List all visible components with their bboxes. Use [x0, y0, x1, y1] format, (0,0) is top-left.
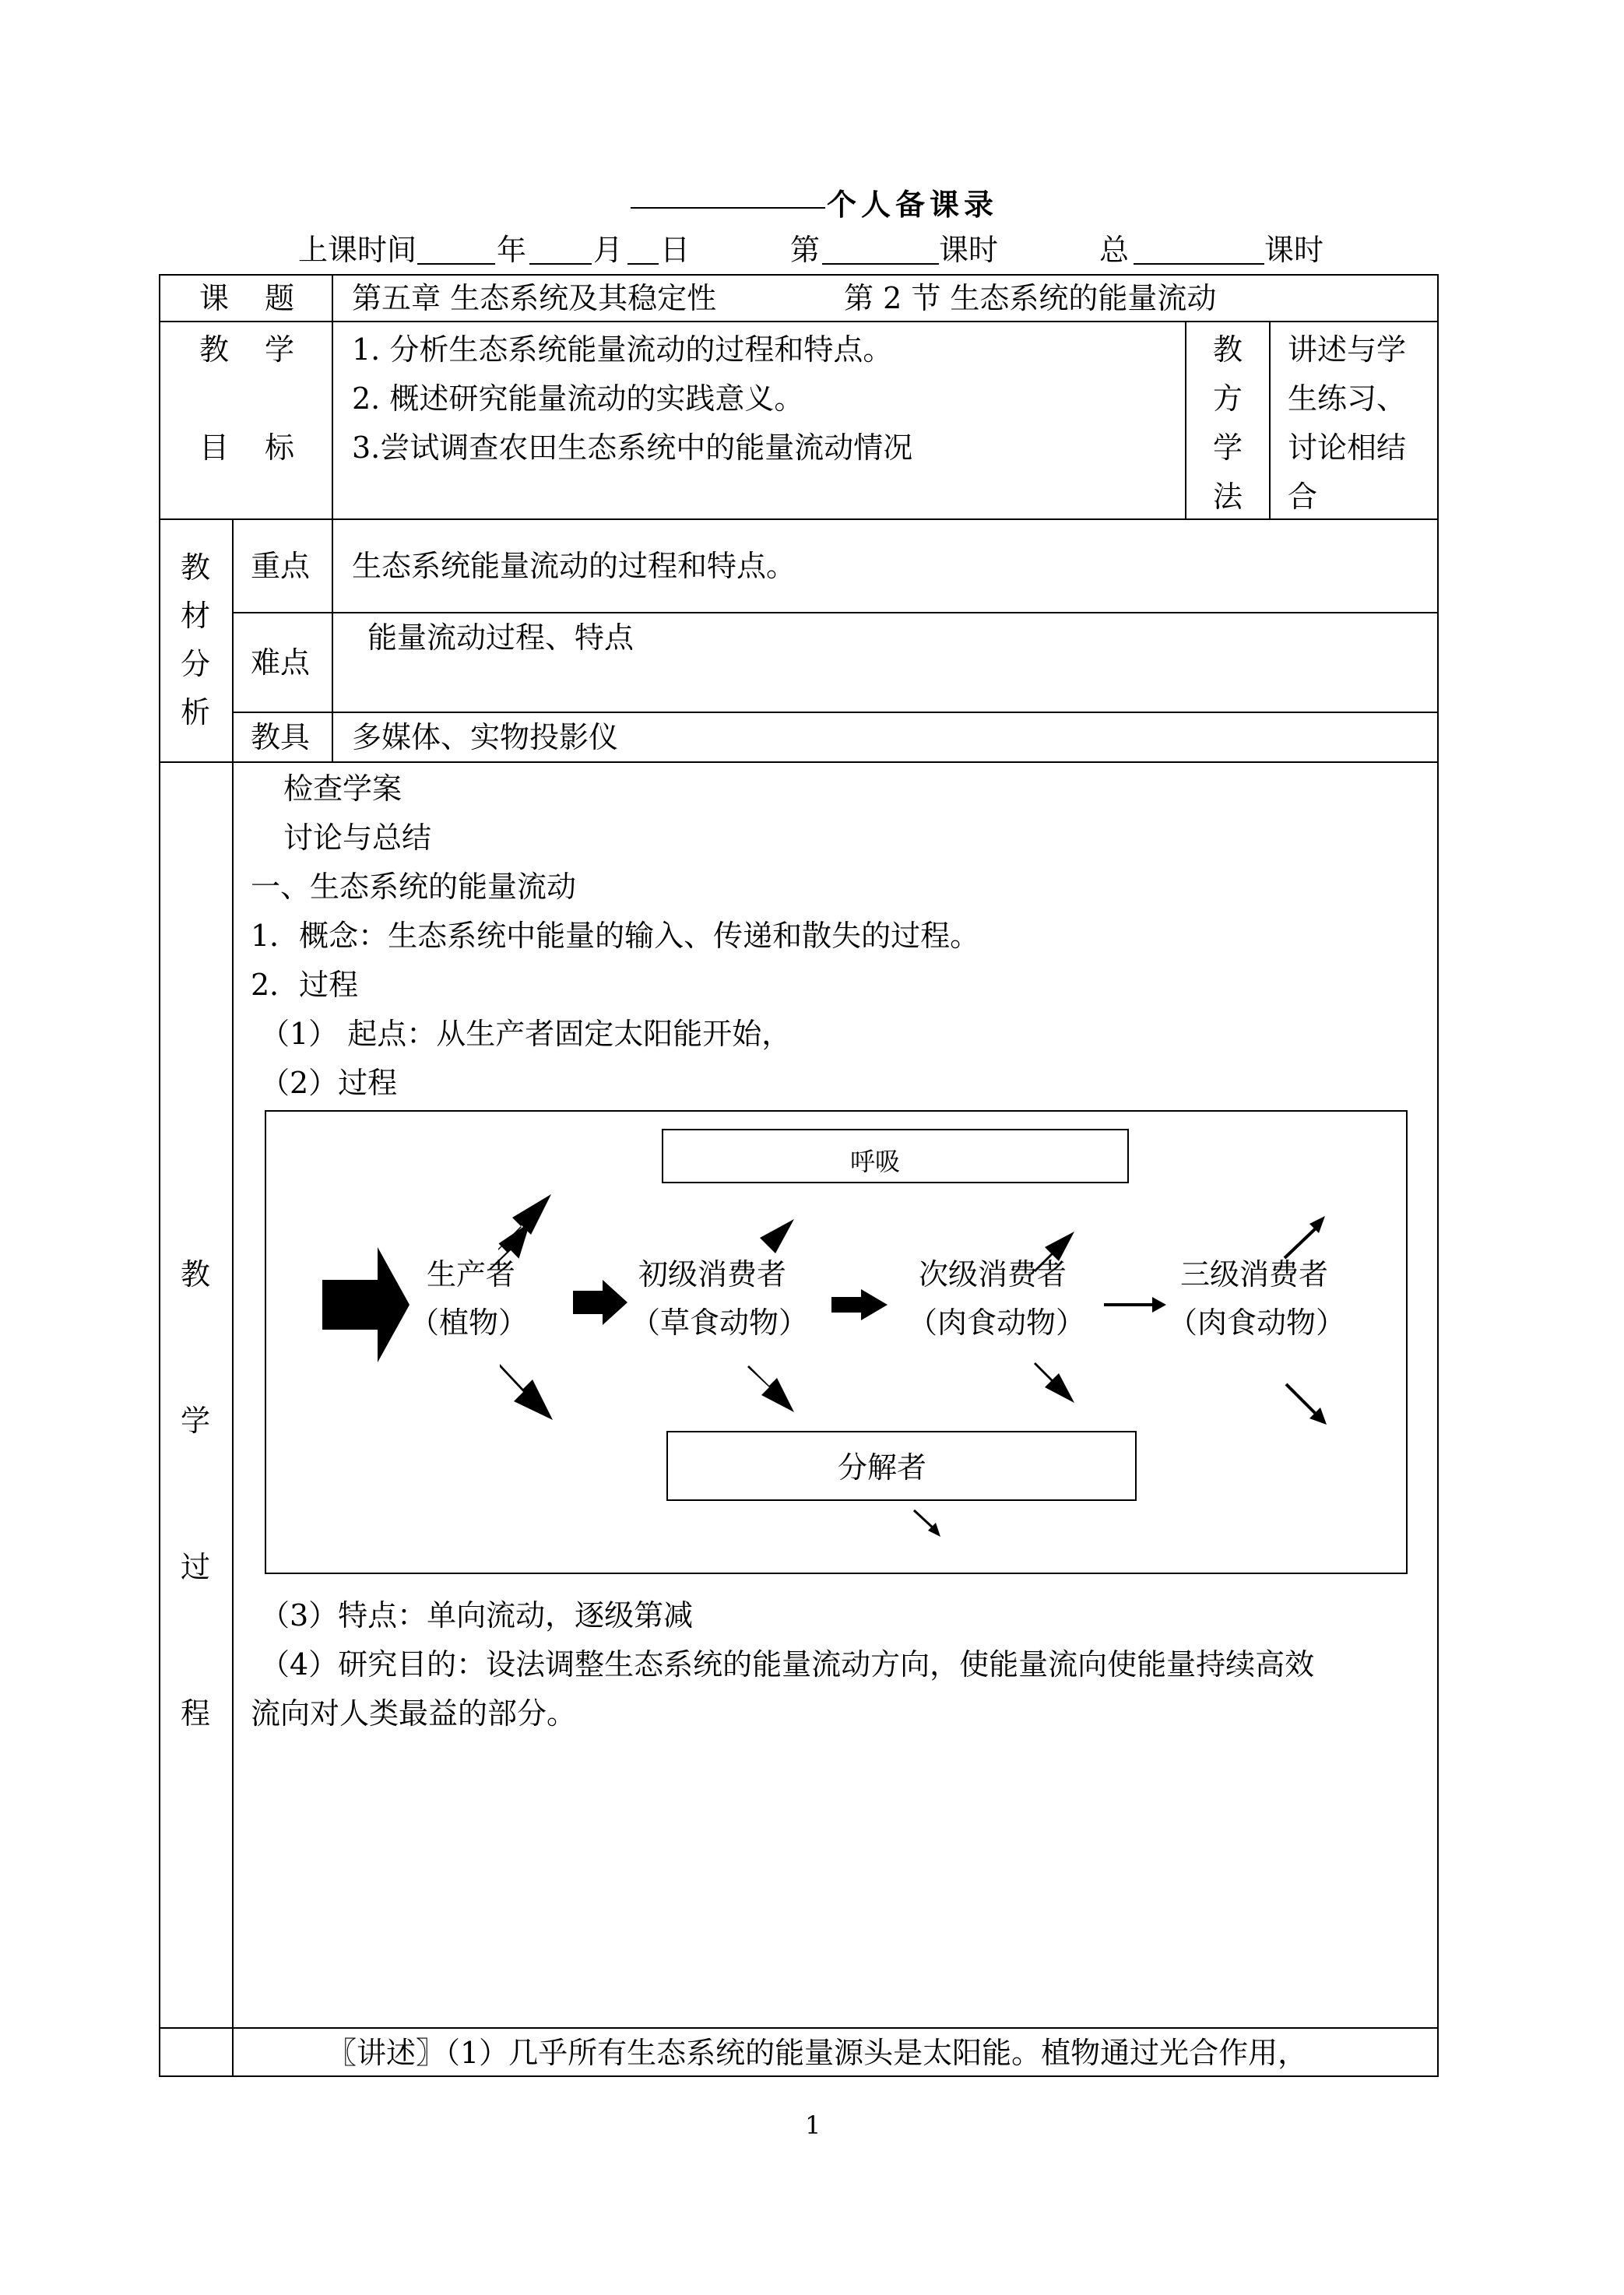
page-number: 1 — [805, 2110, 821, 2140]
method-label-2: 方 — [1213, 381, 1243, 416]
process-label-3: 过 — [181, 1550, 211, 1584]
analysis-label-1: 教 — [181, 550, 211, 585]
day-blank — [627, 263, 659, 265]
respiration-label: 呼吸 — [850, 1147, 901, 1176]
tertiary-label: 三级消费者 — [1180, 1257, 1329, 1292]
month-blank — [529, 263, 592, 265]
producer-resp-arrow-fill — [498, 1194, 551, 1250]
lesson-no-label: 第 — [790, 233, 821, 267]
total-label: 总 — [1099, 233, 1130, 267]
secondary-label: 次级消费者 — [919, 1257, 1067, 1292]
energy-flow-diagram — [265, 1110, 1408, 1574]
process-after-3: 流向对人类最益的部分。 — [251, 1696, 577, 1731]
goals-label-2: 学 — [265, 332, 295, 367]
producer-decomp-arrow — [500, 1364, 553, 1420]
tertiary-resp-line — [1285, 1227, 1317, 1258]
process-line-4: 1．概念：生态系统中能量的输入、传递和散失的过程。 — [251, 919, 980, 953]
secondary-sub: （肉食动物） — [908, 1306, 1086, 1340]
difficulty-label: 难点 — [251, 645, 311, 680]
method-label-4: 法 — [1213, 480, 1243, 514]
method-line-4: 合 — [1288, 480, 1318, 514]
year-label: 年 — [497, 233, 527, 267]
method-line-2: 生练习、 — [1288, 381, 1407, 416]
secondary-tertiary-head — [1152, 1297, 1166, 1313]
analysis-label-4: 析 — [181, 695, 211, 729]
process-line-1: 检查学案 — [283, 771, 402, 806]
goal-item-2: 2. 概述研究能量流动的实践意义。 — [352, 381, 804, 416]
topic-label-2: 题 — [265, 281, 295, 315]
key-point-text: 生态系统能量流动的过程和特点。 — [352, 549, 796, 583]
analysis-label-3: 分 — [181, 647, 211, 681]
goals-label-1: 教 — [199, 332, 230, 367]
flow-arrows — [265, 1110, 1408, 1574]
lecture-line: 〖讲述〗（1）几乎所有生态系统的能量源头是太阳能。植物通过光合作用， — [327, 2036, 1308, 2070]
decomposer-out-line — [914, 1510, 934, 1529]
process-line-3: 一、生态系统的能量流动 — [251, 870, 577, 904]
method-line-3: 讨论相结 — [1288, 431, 1407, 465]
process-label-4: 程 — [181, 1696, 211, 1731]
secondary-decomp-arrow — [1034, 1362, 1074, 1403]
primary-label: 初级消费者 — [638, 1257, 787, 1292]
analysis-label-2: 材 — [181, 599, 211, 633]
total-unit-label: 课时 — [1264, 233, 1324, 267]
method-line-1: 讲述与学 — [1288, 332, 1407, 367]
page-title: 个人备课录 — [827, 187, 999, 222]
goals-label-4: 标 — [265, 431, 295, 465]
process-label-1: 教 — [181, 1257, 211, 1292]
chapter-title: 第五章 生态系统及其稳定性 — [352, 281, 717, 315]
method-label-3: 学 — [1213, 431, 1243, 465]
process-after-2: （4）研究目的：设法调整生态系统的能量流动方向，使能量流向使能量持续高效 — [260, 1647, 1315, 1682]
year-blank — [417, 263, 495, 265]
name-blank — [631, 207, 825, 209]
tertiary-decomp-line — [1286, 1384, 1316, 1414]
total-blank — [1134, 263, 1264, 265]
process-after-1: （3）特点：单向流动，逐级第减 — [260, 1598, 694, 1633]
producer-sub: （植物） — [410, 1306, 529, 1340]
process-label-2: 学 — [181, 1404, 211, 1438]
key-point-label: 重点 — [251, 549, 311, 583]
decomposer-label: 分解者 — [838, 1450, 927, 1485]
tools-label: 教具 — [251, 720, 311, 754]
primary-sub: （草食动物） — [631, 1306, 809, 1340]
goal-item-3: 3.尝试调查农田生态系统中的能量流动情况 — [352, 431, 913, 465]
process-line-2: 讨论与总结 — [283, 821, 432, 855]
producer-primary-arrow — [573, 1280, 627, 1325]
process-line-7: （2）过程 — [260, 1066, 398, 1100]
producer-label: 生产者 — [427, 1257, 516, 1292]
process-line-5: 2．过程 — [251, 968, 359, 1002]
tertiary-sub: （肉食动物） — [1168, 1306, 1346, 1340]
primary-secondary-arrow — [831, 1289, 888, 1320]
goals-label-3: 目 — [199, 431, 230, 465]
method-label-1: 教 — [1213, 332, 1243, 367]
sun-input-arrow — [322, 1247, 410, 1362]
goal-item-1: 1. 分析生态系统能量流动的过程和特点。 — [352, 332, 893, 367]
tools-text: 多媒体、实物投影仪 — [352, 720, 619, 754]
difficulty-text: 能量流动过程、特点 — [367, 620, 634, 655]
lesson-no-blank — [822, 263, 939, 265]
class-time-label: 上课时间 — [298, 233, 417, 267]
process-line-6: （1） 起点：从生产者固定太阳能开始， — [260, 1017, 792, 1051]
day-label: 日 — [660, 233, 691, 267]
month-label: 月 — [593, 233, 624, 267]
lesson-unit-label: 课时 — [939, 233, 999, 267]
section-title: 第 2 节 生态系统的能量流动 — [844, 281, 1217, 315]
primary-decomp-arrow — [747, 1365, 794, 1412]
topic-label-1: 课 — [199, 281, 230, 315]
